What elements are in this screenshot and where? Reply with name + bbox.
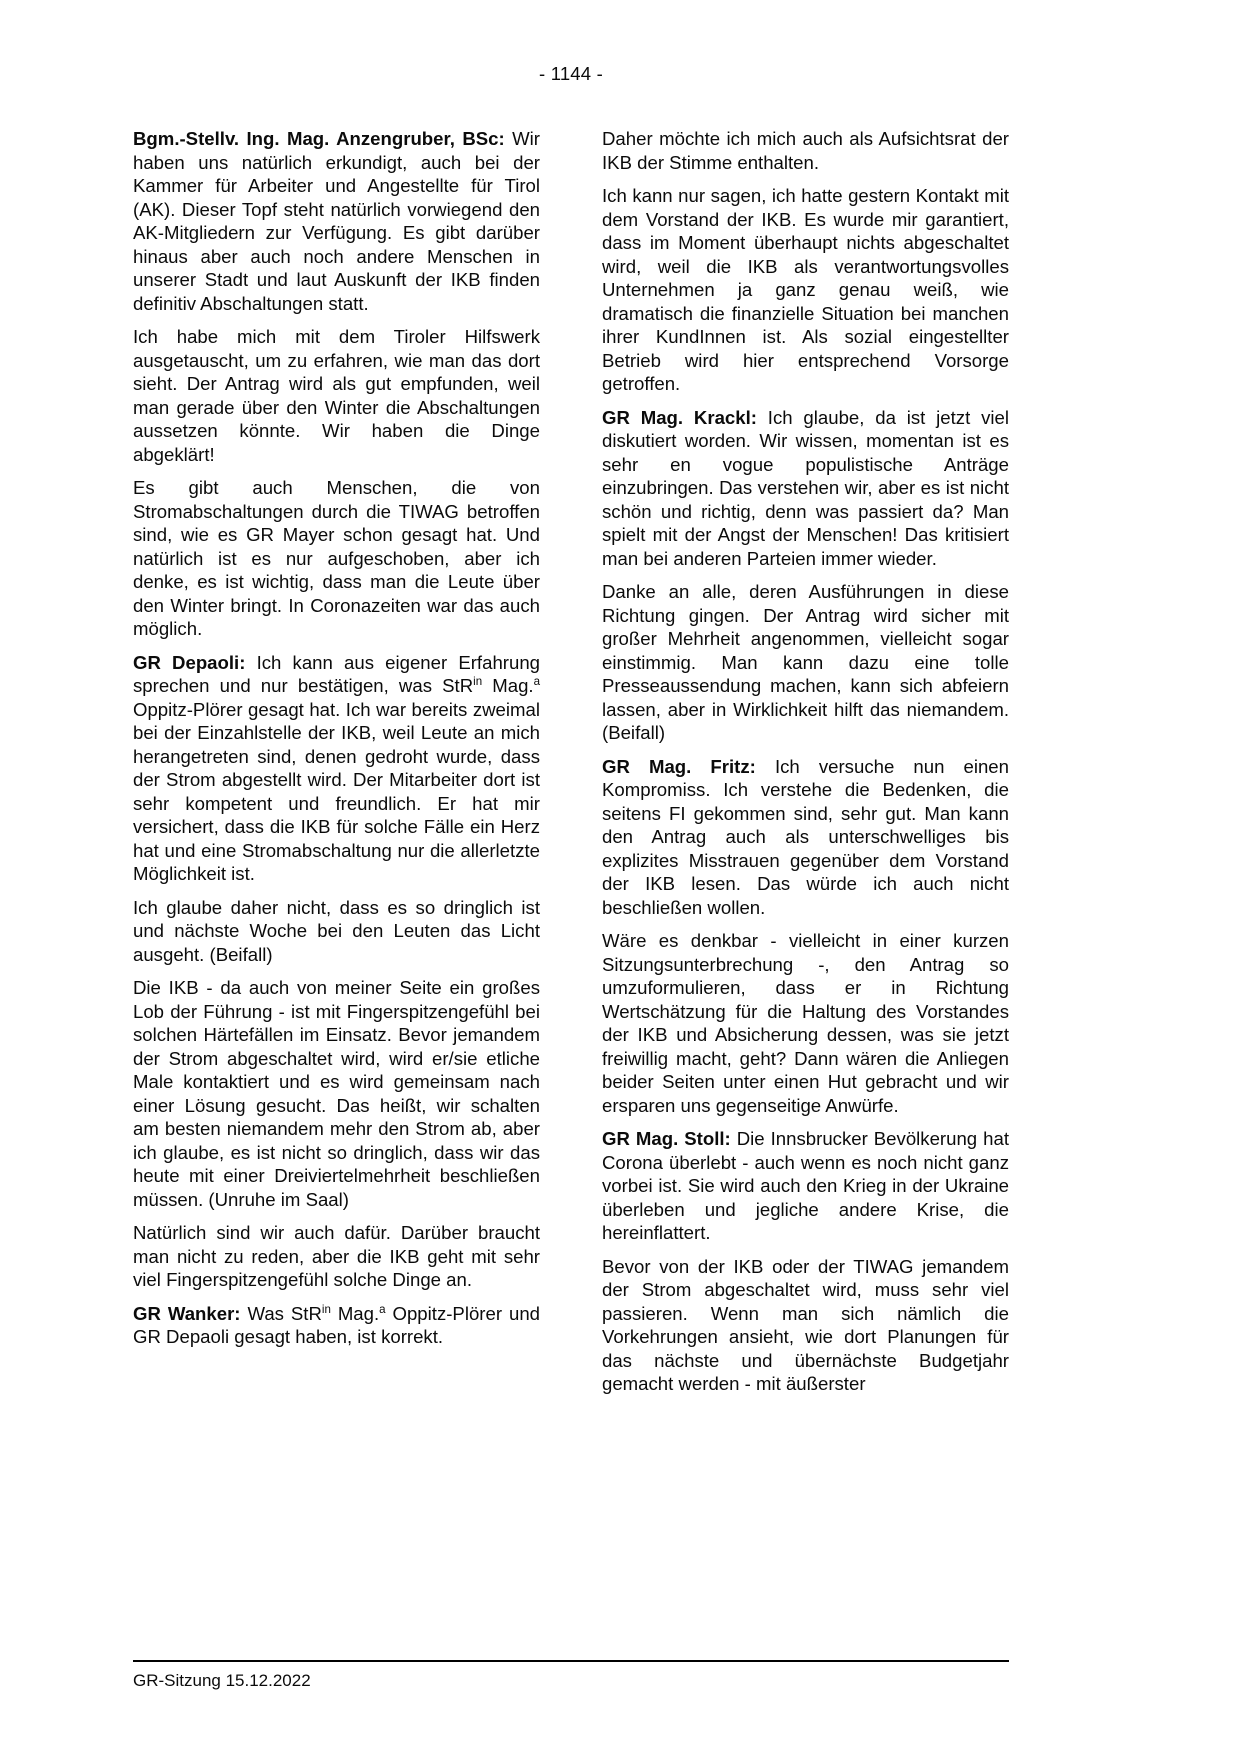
footer-rule — [133, 1660, 1009, 1662]
footer-text: GR-Sitzung 15.12.2022 — [133, 1671, 311, 1690]
speaker-name: GR Depaoli: — [133, 651, 246, 673]
paragraph — [602, 1127, 1009, 1245]
paragraph — [602, 406, 1009, 571]
body-text: Was StR — [240, 1302, 322, 1324]
body-text: Ich glaube daher nicht, dass es so dringlich ist und nächste Woche bei den Leuten das Licht ausgeht. (Beifall) — [133, 896, 540, 965]
body-text: Es gibt auch Menschen, die von Stromabschaltungen durch die TIWAG betroffen sind, wie es GR Mayer schon gesagt hat. Und natürlich ist es nur aufgeschoben, aber ich denke, es ist wichtig, dass man die Leute über den Winter bringt. In Coronazeiten war das auch möglich. — [133, 477, 540, 639]
body-text: Die Innsbrucker Bevölkerung hat Corona überlebt - auch wenn es noch nicht ganz vorbei ist. Sie wird auch den Krieg in der Ukraine überleben und jegliche andere Krise, die hereinflattert. — [602, 1128, 1009, 1243]
paragraph — [133, 127, 540, 315]
body-text: Die IKB - da auch von meiner Seite ein großes Lob der Führung - ist mit Fingerspitzengefühl bei solchen Härtefällen im Einsatz. Bevor jemandem der Strom abgeschaltet wird, wird er/sie etliche Male kontaktiert und es wird gemeinsam nach einer Lösung gesucht. Das heißt, wir schalten am besten niemandem mehr den Strom ab, aber ich glaube, es ist nicht so dringlich, dass wir das heute mit einer Dreiviertelmehrheit beschließen müssen. (Unruhe im Saal) — [133, 977, 540, 1210]
paragraph — [133, 651, 540, 886]
superscript-text: a — [379, 1303, 386, 1316]
body-text: Wir haben uns natürlich erkundigt, auch bei der Kammer für Arbeiter und Angestellte für Tirol (AK). Dieser Topf steht natürlich vorwiegend den AK-Mitgliedern zur Verfügung. Es gibt darüber hinaus aber auch noch andere Menschen in unserer Stadt und laut Auskunft der IKB finden definitiv Abschaltungen statt. — [133, 128, 540, 314]
body-text: Ich habe mich mit dem Tiroler Hilfswerk ausgetauscht, um zu erfahren, wie man das dort sieht. Der Antrag wird als gut empfunden, weil man gerade über den Winter die Abschaltungen aussetzen könnte. Wir haben die Dinge abgeklärt! — [133, 326, 540, 465]
body-text: Danke an alle, deren Ausführungen in diese Richtung gingen. Der Antrag wird sicher mit großer Mehrheit angenommen, vielleicht sogar einstimmig. Man kann dazu eine tolle Presseaussendung machen, kann sich abfeiern lassen, aber in Wirklichkeit hilft das niemandem. (Beifall) — [602, 581, 1009, 743]
page-number: - 1144 - — [539, 63, 603, 84]
paragraph — [602, 580, 1009, 745]
paragraph — [133, 476, 540, 641]
paragraph — [602, 184, 1009, 396]
body-text: Natürlich sind wir auch dafür. Darüber braucht man nicht zu reden, aber die IKB geht mit sehr viel Fingerspitzengefühl solche Dinge an. — [133, 1222, 540, 1290]
body-text: Oppitz-Plörer gesagt hat. Ich war bereits zweimal bei der Einzahlstelle der IKB, weil Leute an mich herangetreten sind, denen gedroht wurde, dass der Strom abgestellt wird. Der Mitarbeiter dort ist sehr kompetent und freundlich. Er hat mir versichert, dass die IKB für solche Fälle ein Herz hat und eine Stromabschaltung nur die allerletzte Möglichkeit ist. — [133, 698, 540, 884]
speaker-name: GR Wanker: — [133, 1302, 241, 1324]
speaker-name: Bgm.-Stellv. Ing. Mag. Anzengruber, BSc: — [133, 128, 505, 149]
body-text: Ich versuche nun einen Kompromiss. Ich verstehe die Bedenken, die seitens FI gekommen sind, sehr gut. Man kann den Antrag auch als unterschwelliges bis explizites Misstrauen gegenüber dem Vorstand der IKB lesen. Das würde ich auch nicht beschließen wollen. — [602, 755, 1009, 918]
body-text: Oppitz-Plörer und GR Depaoli gesagt haben, ist korrekt. — [133, 1302, 540, 1347]
paragraph — [133, 1221, 540, 1292]
paragraph — [133, 896, 540, 967]
body-text: Bevor von der IKB oder der TIWAG jemandem der Strom abgeschaltet wird, muss sehr viel passieren. Wenn man sich nämlich die Vorkehrungen ansieht, wie dort Planungen für das nächste und übernächste Budgetjahr gemacht werden - mit äußerster — [602, 1255, 1009, 1394]
speaker-name: GR Mag. Stoll: — [602, 1128, 731, 1149]
text-columns — [133, 127, 1009, 1406]
body-text: Mag. — [330, 1302, 380, 1324]
paragraph — [602, 1255, 1009, 1396]
paragraph — [602, 929, 1009, 1117]
paragraph — [602, 755, 1009, 920]
text-column-left — [133, 127, 540, 1406]
paragraph — [133, 325, 540, 466]
body-text: Ich kann nur sagen, ich hatte gestern Kontakt mit dem Vorstand der IKB. Es wurde mir garantiert, dass im Moment überhaupt nichts abgeschaltet wird, weil die IKB als verantwortungsvolles Unternehmen ja ganz genau weiß, wie dramatisch die finanzielle Situation bei manchen ihrer KundInnen ist. Als sozial eingestellter Betrieb wird hier entsprechend Vorsorge getroffen. — [602, 185, 1009, 394]
speaker-name: GR Mag. Krackl: — [602, 406, 757, 428]
superscript-text: in — [321, 1303, 331, 1316]
body-text: Mag. — [482, 675, 534, 696]
paragraph — [133, 1302, 540, 1349]
superscript-text: in — [473, 675, 483, 688]
body-text: Ich glaube, da ist jetzt viel diskutiert worden. Wir wissen, momentan ist es sehr en vogue populistische Anträge einzubringen. Das verstehen wir, aber es ist nicht schön und richtig, denn was passiert da? Man spielt mit der Angst der Menschen! Das kritisiert man bei anderen Parteien immer wieder. — [602, 406, 1010, 569]
paragraph — [602, 127, 1009, 174]
superscript-text: a — [533, 675, 540, 688]
text-column-right — [602, 127, 1009, 1406]
page-footer — [133, 1660, 1009, 1691]
speaker-name: GR Mag. Fritz: — [602, 755, 756, 777]
body-text: Wäre es denkbar - vielleicht in einer kurzen Sitzungsunterbrechung -, den Antrag so umzuformulieren, dass er in Richtung Wertschätzung für die Haltung des Vorstandes der IKB und Absicherung dessen, was sie jetzt freiwillig macht, geht? Dann wären die Anliegen beider Seiten unter einen Hut gebracht und wir ersparen uns gegenseitige Anwürfe. — [602, 930, 1009, 1116]
body-text: Daher möchte ich mich auch als Aufsichtsrat der IKB der Stimme enthalten. — [602, 128, 1009, 173]
body-text: Ich kann aus eigener Erfahrung sprechen und nur bestätigen, was StR — [133, 651, 540, 696]
paragraph — [133, 976, 540, 1211]
